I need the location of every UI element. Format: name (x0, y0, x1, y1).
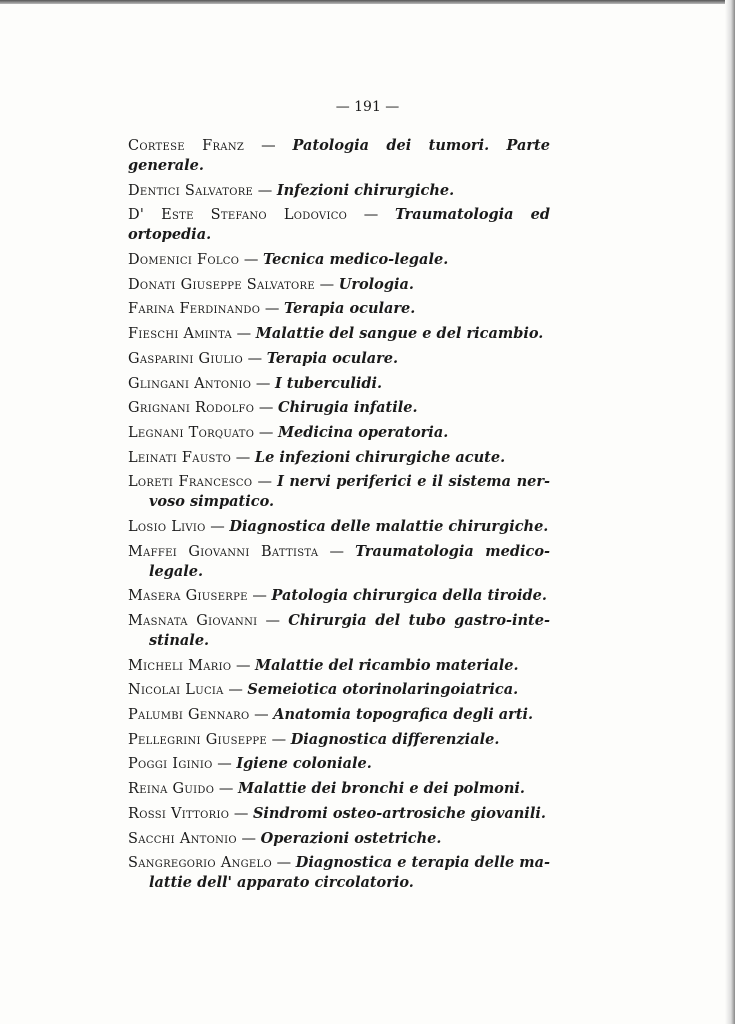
em-dash: — (264, 301, 280, 318)
author-name: Sacchi Antonio (128, 830, 237, 847)
course-title: Operazioni ostetriche. (260, 829, 442, 847)
course-title: Medicina operatoria. (277, 423, 449, 441)
em-dash: — (265, 613, 281, 629)
course-title: Malattie del sangue e del ricambio. (255, 325, 544, 343)
course-title: Urologia. (338, 275, 414, 293)
list-item (128, 804, 550, 824)
course-title: Terapia oculare. (266, 349, 399, 367)
em-dash: — (257, 474, 272, 491)
list-item (128, 754, 550, 774)
list-item (128, 586, 550, 606)
course-title: Le infezioni chirurgiche acute. (254, 448, 506, 466)
author-name: Reina Guido (128, 781, 215, 798)
list-item (128, 349, 550, 369)
course-title: Malattie del ricambio materiale. (255, 656, 519, 674)
list-item (128, 829, 550, 849)
course-title-continuation: legale. (149, 562, 204, 580)
author-name: Donati Giuseppe Salvatore (128, 276, 315, 293)
em-dash: — (254, 707, 269, 724)
em-dash: — (228, 682, 243, 699)
author-name: Masera Giuserpe (128, 588, 248, 605)
course-title: Patologia chirurgica della tiroide. (271, 587, 547, 605)
author-name: Loreti Francesco (128, 474, 253, 491)
em-dash: — (258, 400, 274, 417)
author-name: Farina Ferdinando (128, 301, 261, 318)
author-name: Losio Livio (128, 518, 206, 535)
em-dash: — (233, 805, 249, 822)
course-title: Chirugia infatile. (277, 399, 418, 417)
em-dash: — (319, 276, 335, 293)
list-item (128, 680, 550, 700)
list-item (128, 299, 550, 319)
author-name: Cortese Franz (128, 138, 245, 154)
em-dash: — (261, 138, 276, 154)
author-name: Gasparini Giulio (128, 350, 244, 367)
em-dash: — (257, 182, 273, 199)
em-dash: — (243, 252, 259, 269)
author-name: Grignani Rodolfo (128, 400, 255, 417)
author-name: Palumbi Gennaro (128, 707, 250, 724)
em-dash: — (329, 543, 344, 560)
scan-right-edge (725, 0, 735, 1024)
em-dash: — (363, 207, 379, 224)
author-name: Pellegrini Giuseppe (128, 731, 267, 748)
course-title-continuation: lattie dell' apparato circolatorio. (149, 874, 414, 892)
list-item (128, 472, 550, 512)
entry-list (128, 136, 550, 898)
em-dash: — (258, 424, 274, 441)
em-dash: — (241, 830, 257, 847)
list-item (128, 656, 550, 676)
author-name: Domenici Folco (128, 252, 240, 269)
list-item (128, 423, 550, 443)
em-dash: — (210, 518, 225, 535)
author-name: Glingani Antonio (128, 375, 252, 392)
course-title: Tecnica medico-legale. (262, 251, 449, 269)
author-name: Sangregorio Angelo (128, 855, 272, 872)
course-title: Diagnostica e terapia delle ma- (295, 854, 551, 872)
author-name: Legnani Torquato (128, 424, 255, 441)
em-dash: — (247, 350, 263, 367)
list-item (128, 853, 550, 893)
course-title: Traumatologia ed ortopedia. (128, 206, 551, 244)
course-title: Infezioni chirurgiche. (276, 181, 455, 199)
course-title-continuation: voso simpatico. (149, 493, 275, 511)
course-title: Diagnostica delle malattie chirurgiche. (229, 517, 549, 535)
course-title: I tuberculidi. (274, 374, 383, 392)
em-dash: — (271, 731, 287, 748)
author-name: D' Este Stefano Lodovico (128, 207, 348, 224)
em-dash: — (236, 326, 252, 343)
author-name: Maffei Giovanni Battista (128, 543, 319, 560)
author-name: Leinati Fausto (128, 449, 232, 466)
scan-top-edge (0, 0, 735, 4)
list-item (128, 542, 550, 582)
course-title: Patologia dei tumori. Parte generale. (128, 137, 550, 174)
author-name: Poggi Iginio (128, 756, 213, 773)
author-name: Nicolai Lucia (128, 682, 224, 699)
course-title: Terapia oculare. (283, 300, 416, 318)
author-name: Masnata Giovanni (128, 613, 258, 629)
page-number: — 191 — (335, 99, 400, 115)
list-item (128, 517, 550, 537)
em-dash: — (255, 375, 271, 392)
em-dash: — (235, 657, 251, 674)
list-item (128, 448, 550, 468)
author-name: Rossi Vittorio (128, 805, 230, 822)
course-title: I nervi periferici e il sistema ner- (277, 473, 550, 491)
author-name: Micheli Mario (128, 657, 232, 674)
em-dash: — (235, 449, 251, 466)
list-item (128, 398, 550, 418)
list-item (128, 250, 550, 270)
list-item (128, 181, 550, 201)
course-title: Traumatologia medico- (355, 542, 551, 560)
course-title: Semeiotica otorinolaringoiatrica. (247, 681, 519, 699)
list-item (128, 205, 550, 245)
em-dash: — (218, 781, 234, 798)
list-item (128, 611, 550, 651)
course-title: Sindromi osteo-artrosiche giovanili. (252, 804, 546, 822)
author-name: Fieschi Aminta (128, 326, 233, 343)
list-item (128, 136, 550, 176)
course-title: Chirurgia del tubo gastro-inte- (288, 612, 551, 629)
course-title: Anatomia topografica degli arti. (273, 706, 534, 724)
list-item (128, 324, 550, 344)
em-dash: — (252, 588, 267, 605)
course-title: Diagnostica differenziale. (290, 730, 500, 748)
em-dash: — (276, 855, 292, 872)
list-item (128, 730, 550, 750)
course-title: Malattie dei bronchi e dei polmoni. (237, 780, 525, 798)
list-item (128, 275, 550, 295)
author-name: Dentici Salvatore (128, 182, 254, 199)
list-item (128, 779, 550, 799)
course-title: Igiene coloniale. (236, 755, 372, 773)
course-title-continuation: stinale. (149, 632, 210, 649)
em-dash: — (217, 756, 232, 773)
list-item (128, 374, 550, 394)
list-item (128, 705, 550, 725)
